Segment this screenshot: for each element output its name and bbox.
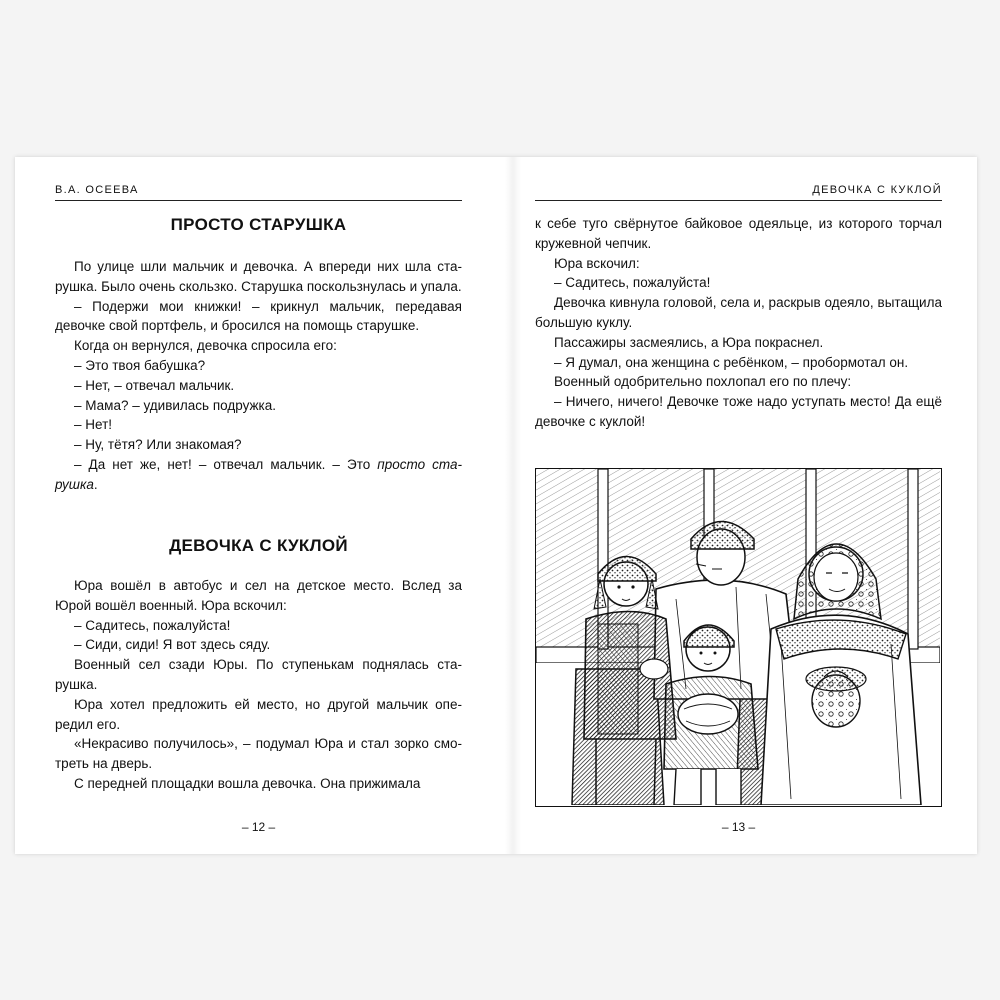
paragraph: – Садитесь, пожалуйста!	[554, 275, 711, 291]
paragraph: Военный одобрительно похлопал его по плечу:	[554, 374, 852, 390]
paragraph: Когда он вернулся, девочка спросила его:	[74, 338, 337, 354]
left-page	[55, 157, 462, 854]
paragraph: – Это твоя бабушка?	[74, 357, 206, 373]
window-frame	[908, 469, 918, 649]
paragraph: Пассажиры засмеялись, а Юра покраснел.	[554, 334, 824, 350]
page-number: – 13 –	[721, 820, 756, 834]
paragraph: – Ну, тётя? Или знакомая?	[74, 437, 242, 453]
paragraph: – Ничего, ничего! Девочке тоже надо уступать место! Да ещё девочке с куклой!	[535, 394, 942, 429]
running-head-author: В.А. ОСЕЕВА	[55, 184, 139, 196]
story-title-prosto-starushka: ПРОСТО СТАРУШКА	[170, 215, 347, 234]
right-page	[535, 157, 942, 854]
paragraph: к себе туго свёрнутое байковое одеяльце, из которого торчал кружевной чепчик.	[535, 216, 942, 251]
paragraph: С передней площадки вошла девочка. Она прижимала	[74, 775, 421, 791]
story-text-continued	[535, 214, 942, 432]
paragraph: – Сиди, сиди! Я вот здесь сяду.	[74, 637, 271, 653]
story-text-prosto-starushka	[55, 257, 462, 495]
paragraph: – Садитесь, пожалуйста!	[74, 617, 231, 633]
paragraph: – Нет, – отвечал мальчик.	[74, 377, 235, 393]
paragraph: «Некрасиво получилось», – подумал Юра и стал зорко смотреть на дверь.	[55, 736, 462, 772]
paragraph: – Нет!	[74, 417, 113, 433]
paragraph: – Я думал, она женщина с ребёнком, – пробормотал он.	[554, 354, 909, 370]
story-text-devochka-s-kukloy	[55, 576, 462, 794]
paragraph: Юра вошёл в автобус и сел на детское место. Вслед за Юрой вошёл военный. Юра вскочил:	[55, 578, 462, 613]
header-rule	[535, 200, 942, 201]
bus-passengers-illustration	[535, 468, 942, 807]
book-gutter	[505, 157, 521, 854]
page-number: – 12 –	[241, 820, 276, 834]
paragraph	[55, 455, 462, 495]
running-head-title: ДЕВОЧКА С КУКЛОЙ	[812, 184, 942, 196]
paragraph: По улице шли мальчик и девочка. А впереди них шла старушка. Было очень скользко. Старушка поскользнулась и упала.	[55, 259, 462, 294]
paragraph: Юра вскочил:	[554, 255, 640, 271]
paragraph-start: – Да нет же, нет! – отвечал мальчик. – Это	[74, 456, 378, 472]
paragraph: Юра хотел предложить ей место, но другой мальчик опередил его.	[55, 696, 462, 732]
header-rule	[55, 200, 462, 201]
book-spread	[15, 157, 977, 854]
paragraph: Военный сел сзади Юры. По ступенькам поднялась старушка.	[55, 657, 462, 692]
story-title-devochka-s-kukloy: ДЕВОЧКА С КУКЛОЙ	[169, 536, 348, 555]
paragraph: – Подержи мои книжки! – крикнул мальчик, передавая девочке свой портфель, и бросился на помощь старушке.	[55, 298, 462, 334]
paragraph-end: .	[93, 476, 98, 492]
illustration-drawing	[536, 469, 940, 805]
paragraph: Девочка кивнула головой, села и, раскрыв одеяло, вытащила большую куклу.	[535, 295, 942, 330]
paragraph: – Мама? – удивилась подружка.	[74, 397, 276, 413]
italic-phrase: просто старушка	[55, 456, 462, 492]
